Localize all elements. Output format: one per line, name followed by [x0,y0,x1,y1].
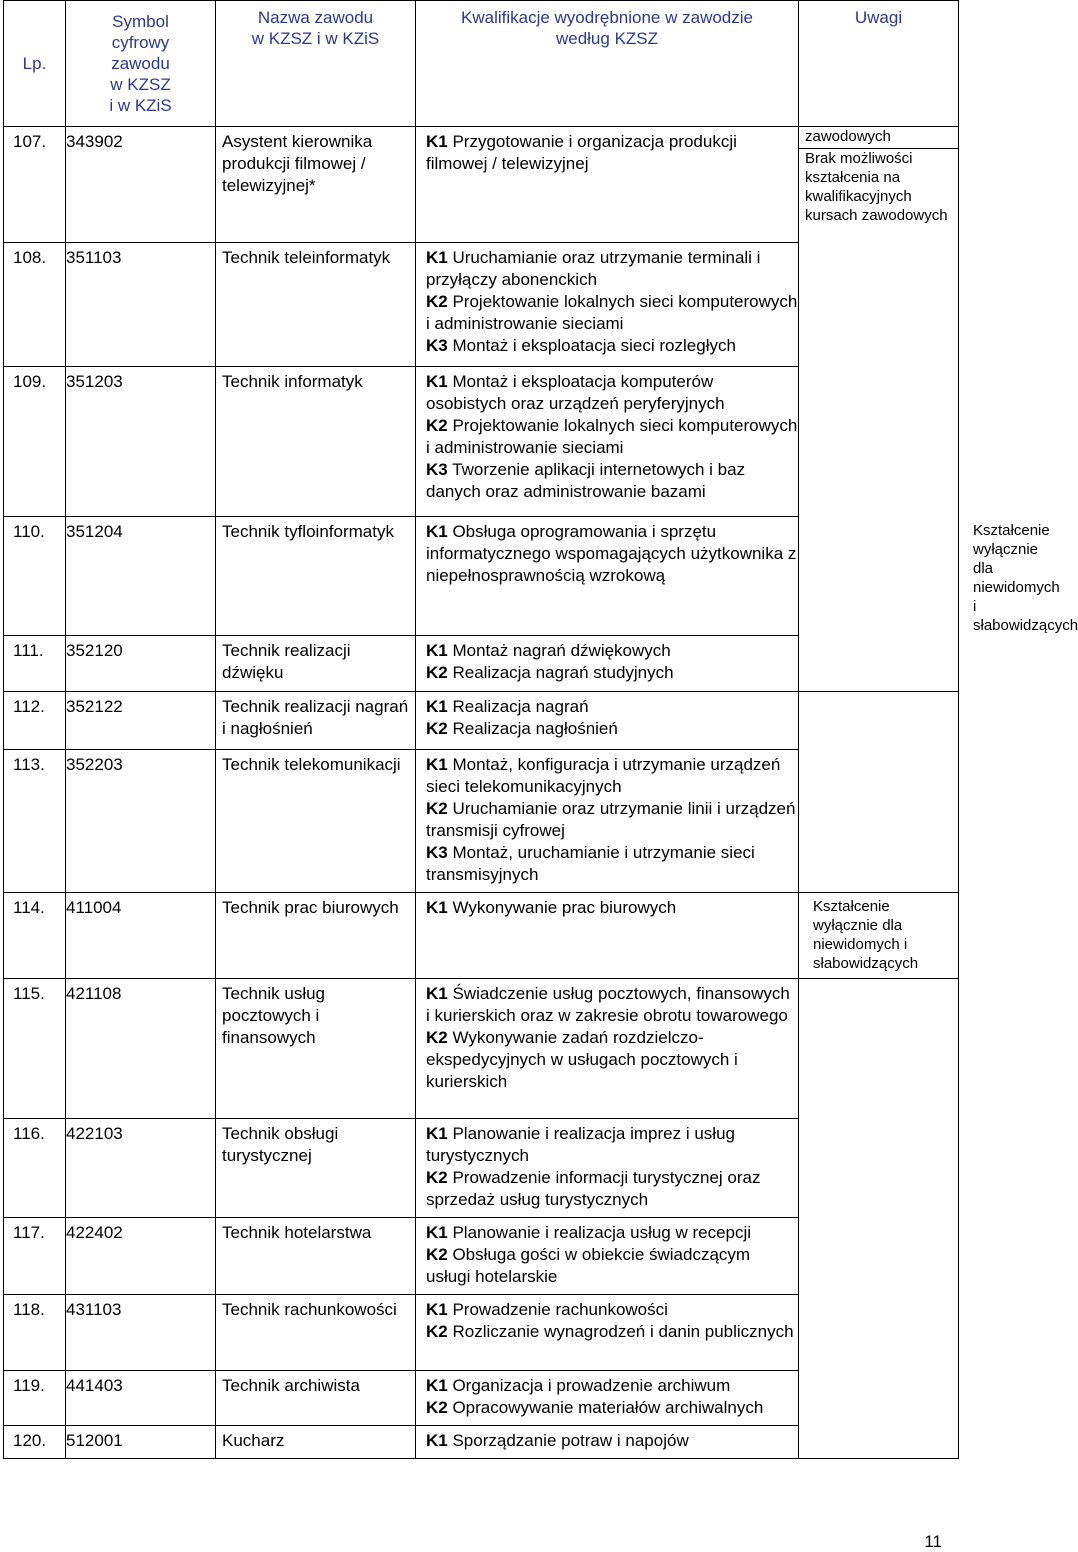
qualification-item [426,1222,798,1244]
qualification-item [426,131,798,175]
qualification-text: Tworzenie aplikacji internetowych i baz danych oraz administrowanie bazami [426,460,746,501]
row-qualifications [416,1426,799,1459]
row-symbol: 352122 [66,692,216,750]
qualification-code: K2 [426,719,448,738]
row-qualifications [416,1218,799,1295]
qualification-code: K2 [426,799,448,818]
qualification-code: K1 [426,641,448,660]
qualification-item [426,842,798,886]
qualification-item [426,1123,798,1167]
qualification-item [426,1244,798,1288]
qualification-text: Realizacja nagrań studyjnych [447,663,674,682]
row-lp: 115. [4,979,66,1119]
row-qualifications [416,979,799,1119]
row-name: Technik prac biurowych [216,893,416,979]
qualification-text: Montaż nagrań dźwiękowych [447,641,671,660]
qualification-text: Realizacja nagrań [447,697,589,716]
qualification-item [426,415,798,459]
qualification-item [426,1397,798,1419]
qualification-text: Planowanie i realizacja usług w recepcji [447,1223,752,1242]
row-name: Technik obsługi turystycznej [216,1119,416,1218]
qualification-item [426,1430,798,1452]
qualification-item [426,335,798,357]
row-lp: 114. [4,893,66,979]
qualification-code: K1 [426,1300,448,1319]
header-lp: Lp. [4,1,66,127]
qualification-text: Sporządzanie potraw i napojów [447,1431,689,1450]
row-name: Technik tyfloinformatyk [216,517,416,636]
row-qualifications [416,636,799,692]
row-name: Technik telekomunikacji [216,750,416,893]
table-row [4,692,959,750]
qualification-item [426,1375,798,1397]
row-symbol: 422402 [66,1218,216,1295]
header-name: Nazwa zawodu w KZSZ i w KZiS [216,1,416,127]
qualification-item [426,754,798,798]
row-lp: 113. [4,750,66,893]
table-row [4,750,959,893]
row-uwagi [799,127,959,692]
qualification-text: Planowanie i realizacja imprez i usług turystycznych [426,1124,735,1165]
qualifications-table [3,0,1078,1459]
row-lp: 118. [4,1295,66,1371]
qualification-code: K1 [426,522,448,541]
row-lp: 117. [4,1218,66,1295]
qualification-item [426,371,798,415]
row-qualifications [416,893,799,979]
qualification-text: Organizacja i prowadzenie archiwum [447,1376,731,1395]
qualification-item [426,798,798,842]
uwagi-text: Kształcenie wyłącznie dla niewidomych i słabowidzących [973,522,1078,634]
qualification-item [426,1321,798,1343]
qualification-text: Świadczenie usług pocztowych, finansowych i kurierskich oraz w zakresie obrotu towarowego [426,984,790,1025]
qualification-item [426,640,798,662]
uwagi-continuation: zawodowych [805,128,891,145]
uwagi-text: Kształcenie wyłącznie dla niewidomych i słabowidzących [813,898,919,972]
qualification-code: K2 [426,416,448,435]
row-lp: 109. [4,367,66,517]
qualification-text: Montaż, konfiguracja i utrzymanie urządzeń sieci telekomunikacyjnych [426,755,781,796]
qualification-code: K2 [426,292,448,311]
qualification-item [426,696,798,718]
qualification-text: Obsługa oprogramowania i sprzętu informatycznego wspomagających użytkownika z niepełnosprawnością wzrokową [426,522,797,585]
qualification-text: Projektowanie lokalnych sieci komputerowych i administrowanie sieciami [426,416,798,457]
qualification-text: Montaż i eksploatacja sieci rozległych [447,336,736,355]
row-symbol: 421108 [66,979,216,1119]
table-row [4,127,959,243]
qualification-code: K2 [426,1245,448,1264]
row-symbol: 343902 [66,127,216,243]
qualification-item [426,1299,798,1321]
qualification-item [426,291,798,335]
qualification-code: K1 [426,984,448,1003]
row-name: Technik archiwista [216,1371,416,1426]
qualification-code: K1 [426,898,448,917]
qualification-code: K1 [426,1223,448,1242]
page-number: 11 [924,1532,942,1551]
qualification-text: Opracowywanie materiałów archiwalnych [447,1398,764,1417]
header-symbol: Symbol cyfrowy zawodu w KZSZ i w KZiS [66,1,216,127]
qualification-item [426,521,798,587]
row-symbol: 512001 [66,1426,216,1459]
qualification-code: K2 [426,1398,448,1417]
qualification-item [426,459,798,503]
qualification-code: K1 [426,1376,448,1395]
row-name: Technik realizacji nagrań i nagłośnień [216,692,416,750]
qualification-code: K1 [426,372,448,391]
qualification-text: Prowadzenie rachunkowości [447,1300,668,1319]
row-name: Kucharz [216,1426,416,1459]
row-qualifications [416,243,799,367]
qualification-code: K3 [426,460,448,479]
qualification-code: K3 [426,336,448,355]
row-qualifications [416,517,799,636]
row-lp: 110. [4,517,66,636]
qualification-item [426,247,798,291]
row-lp: 112. [4,692,66,750]
row-symbol: 351204 [66,517,216,636]
row-qualifications [416,367,799,517]
qualification-text: Prowadzenie informacji turystycznej oraz sprzedaż usług turystycznych [426,1168,761,1209]
row-lp: 111. [4,636,66,692]
qualification-text: Montaż i eksploatacja komputerów osobistych oraz urządzeń peryferyjnych [426,372,725,413]
qualification-code: K2 [426,1168,448,1187]
row-symbol: 352120 [66,636,216,692]
qualification-item [426,897,798,919]
qualification-code: K2 [426,1322,448,1341]
qualification-item [426,662,798,684]
qualification-item [426,718,798,740]
qualification-code: K1 [426,248,448,267]
qualification-text: Wykonywanie zadań rozdzielczo-ekspedycyjnych w usługach pocztowych i kurierskich [426,1028,738,1091]
row-lp: 119. [4,1371,66,1426]
qualification-code: K1 [426,697,448,716]
row-qualifications [416,750,799,893]
row-symbol: 431103 [66,1295,216,1371]
row-symbol: 422103 [66,1119,216,1218]
row-lp: 116. [4,1119,66,1218]
qualification-code: K1 [426,1124,448,1143]
qualification-text: Uruchamianie oraz utrzymanie terminali i przyłączy abonenckich [426,248,761,289]
qualification-item [426,1027,798,1093]
row-symbol: 441403 [66,1371,216,1426]
row-qualifications [416,692,799,750]
qualification-code: K1 [426,755,448,774]
qualification-code: K3 [426,843,448,862]
qualification-code: K1 [426,132,448,151]
row-uwagi [799,893,959,979]
row-name: Technik informatyk [216,367,416,517]
row-name: Technik hotelarstwa [216,1218,416,1295]
qualification-text: Projektowanie lokalnych sieci komputerowych i administrowanie sieciami [426,292,798,333]
row-lp: 120. [4,1426,66,1459]
qualification-text: Przygotowanie i organizacja produkcji filmowej / telewizyjnej [426,132,737,173]
row-qualifications [416,1371,799,1426]
row-name: Technik rachunkowości [216,1295,416,1371]
row-symbol: 411004 [66,893,216,979]
qualification-text: Realizacja nagłośnień [447,719,618,738]
qualification-text: Wykonywanie prac biurowych [447,898,677,917]
table-row [4,979,959,1119]
row-lp: 108. [4,243,66,367]
row-qualifications [416,1119,799,1218]
row-name: Technik teleinformatyk [216,243,416,367]
qualification-text: Uruchamianie oraz utrzymanie linii i urządzeń transmisji cyfrowej [426,799,796,840]
row-name: Technik realizacji dźwięku [216,636,416,692]
row-symbol: 352203 [66,750,216,893]
row-lp: 107. [4,127,66,243]
qualification-item [426,983,798,1027]
header-kwalifikacje: Kwalifikacje wyodrębnione w zawodzie według KZSZ [416,1,799,127]
qualification-code: K2 [426,1028,448,1047]
qualification-code: K2 [426,663,448,682]
row-symbol: 351103 [66,243,216,367]
qualification-item [426,1167,798,1211]
qualification-code: K1 [426,1431,448,1450]
qualification-text: Obsługa gości w obiekcie świadczącym usługi hotelarskie [426,1245,751,1286]
header-uwagi: Uwagi [799,1,959,127]
qualification-text: Rozliczanie wynagrodzeń i danin publicznych [447,1322,794,1341]
qualification-text: Montaż, uruchamianie i utrzymanie sieci transmisyjnych [426,843,755,884]
uwagi-text: Brak możliwości kształcenia na kwalifikacyjnych kursach zawodowych [799,148,958,225]
table-row [4,893,959,979]
row-symbol: 351203 [66,367,216,517]
row-name: Asystent kierownika produkcji filmowej / telewizyjnej* [216,127,416,243]
row-qualifications [416,127,799,243]
row-name: Technik usług pocztowych i finansowych [216,979,416,1119]
row-uwagi [799,979,959,1459]
header-row [4,1,959,127]
row-qualifications [416,1295,799,1371]
